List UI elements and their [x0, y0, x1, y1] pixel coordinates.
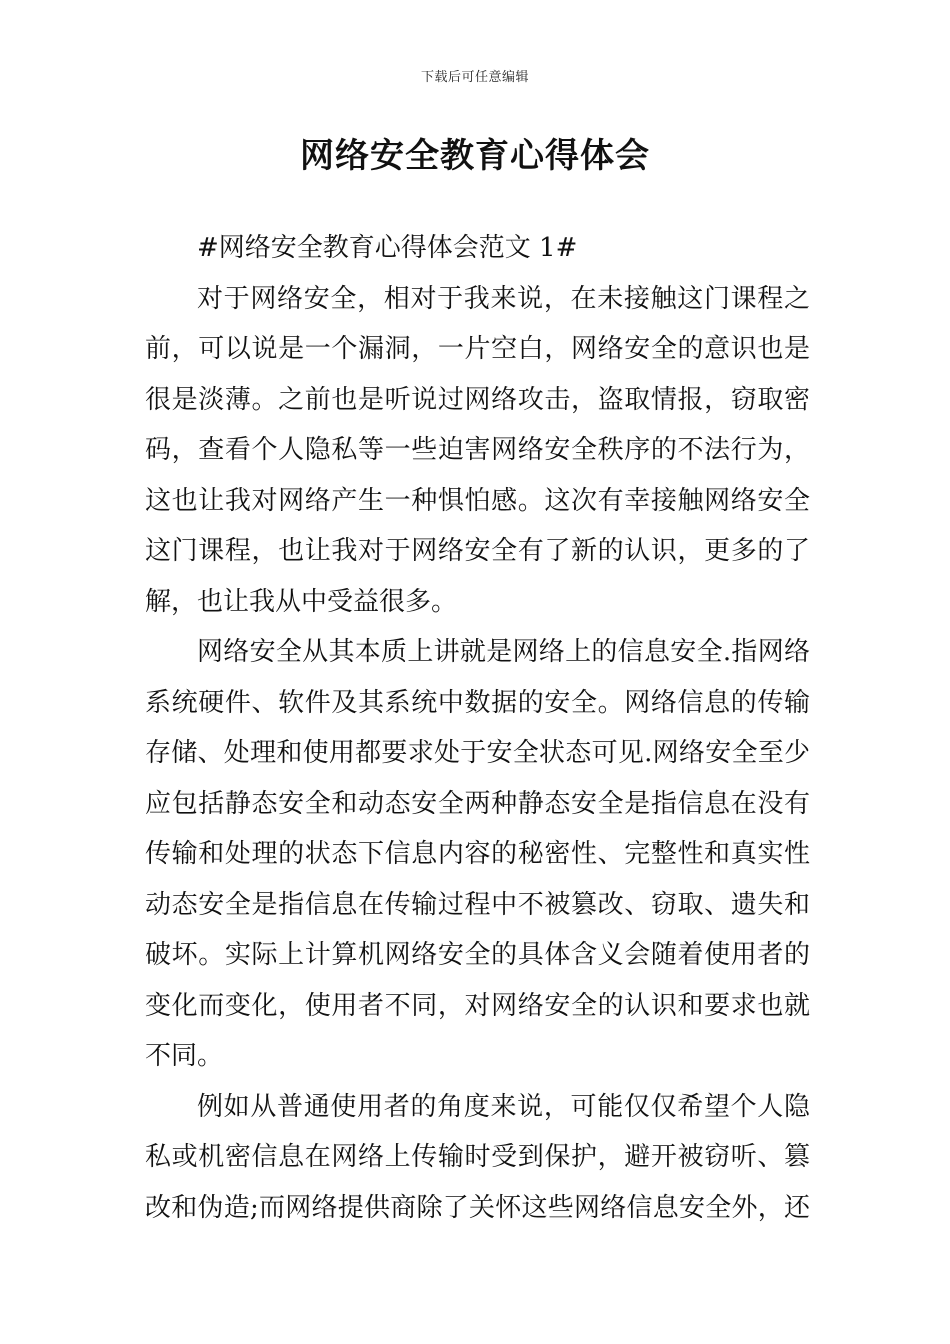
paragraph-line: 很是淡薄。之前也是听说过网络攻击，盗取情报，窃取密: [145, 384, 810, 415]
document-body: [145, 228, 810, 1238]
paragraph-line: 动态安全是指信息在传输过程中不被篡改、窃取、遗失和: [145, 889, 810, 920]
paragraph-line: 传输和处理的状态下信息内容的秘密性、完整性和真实性: [145, 839, 810, 869]
paragraph-line: 破坏。实际上计算机网络安全的具体含义会随着使用者的: [145, 940, 810, 970]
paragraph-line: 这门课程，也让我对于网络安全有了新的认识，更多的了: [145, 536, 810, 566]
paragraph-line: 改和伪造;而网络提供商除了关怀这些网络信息安全外，还: [145, 1192, 810, 1223]
paragraph-line: 存储、处理和使用都要求处于安全状态可见.网络安全至少: [145, 738, 810, 768]
paragraph-line: 对于网络安全，相对于我来说，在未接触这门课程之: [197, 283, 810, 314]
section-heading: #网络安全教育心得体会范文 1#: [197, 233, 578, 263]
paragraph-line: 网络安全从其本质上讲就是网络上的信息安全.指网络: [197, 637, 810, 667]
paragraph-line: 解，也让我从中受益很多。: [145, 586, 458, 617]
header-note: 下载后可任意编辑: [420, 70, 529, 85]
paragraph-line: 变化而变化，使用者不同，对网络安全的认识和要求也就: [145, 990, 810, 1021]
paragraph-line: 例如从普通使用者的角度来说，可能仅仅希望个人隐: [197, 1091, 810, 1122]
paragraph-line: 系统硬件、软件及其系统中数据的安全。网络信息的传输: [145, 687, 810, 718]
document-title: 网络安全教育心得体会: [300, 136, 650, 176]
paragraph-line: 这也让我对网络产生一种惧怕感。这次有幸接触网络安全: [145, 485, 810, 516]
paragraph-line: 前，可以说是一个漏洞，一片空白，网络安全的意识也是: [145, 334, 810, 364]
paragraph-line: 不同。: [145, 1041, 224, 1071]
paragraph-line: 私或机密信息在网络上传输时受到保护，避开被窃听、篡: [145, 1142, 810, 1172]
paragraph-line: 码，查看个人隐私等一些迫害网络安全秩序的不法行为，: [145, 435, 810, 465]
paragraph-line: 应包括静态安全和动态安全两种静态安全是指信息在没有: [145, 788, 810, 819]
